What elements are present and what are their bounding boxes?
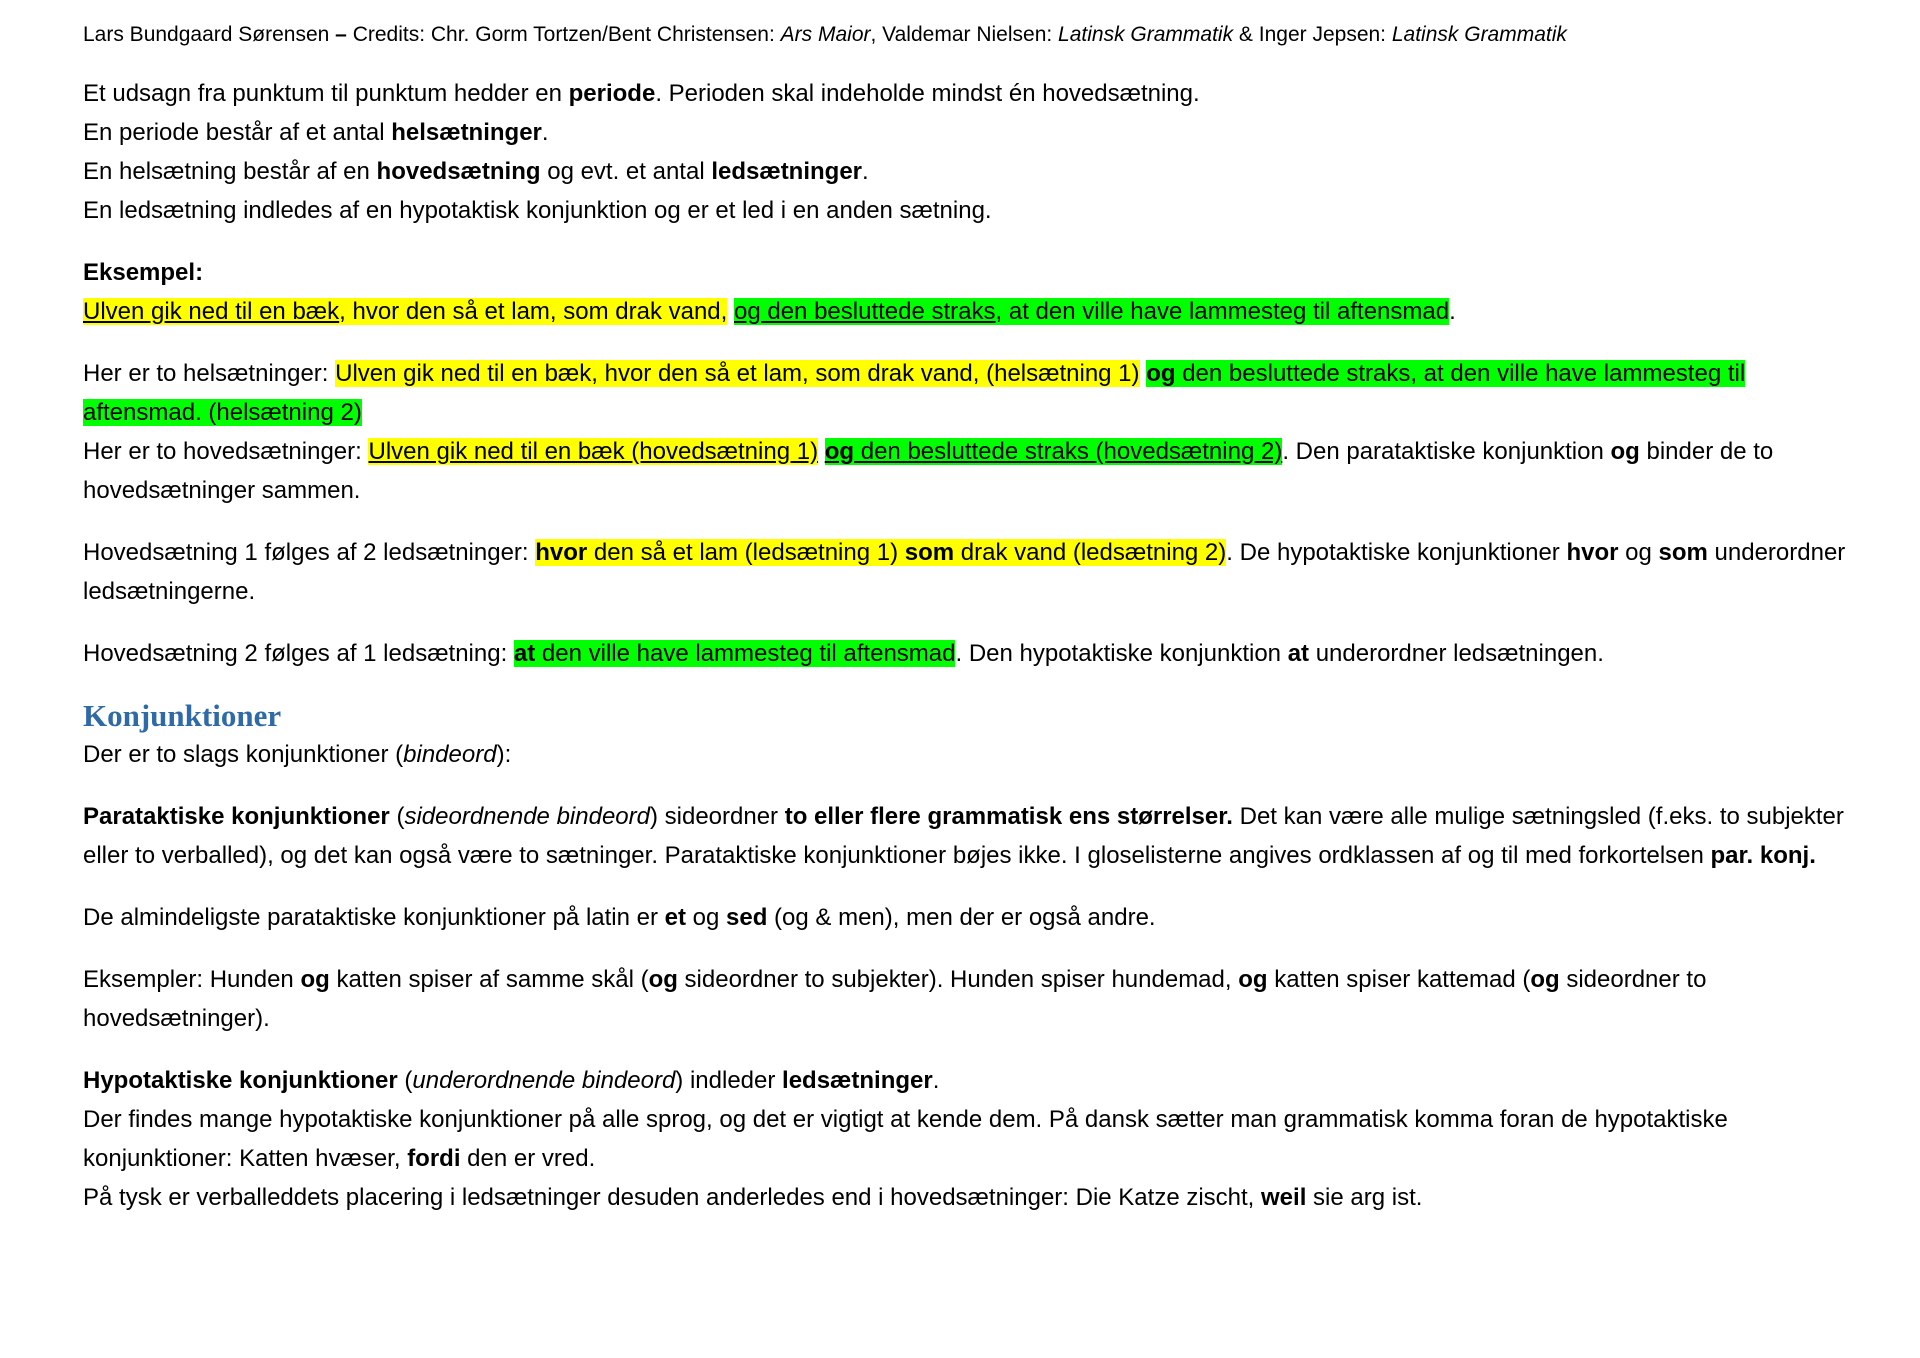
term-ledsaetninger: ledsætninger <box>782 1067 933 1094</box>
abbreviation-par-konj: par. konj. <box>1710 842 1816 869</box>
credits-source-authors: & Inger Jepsen: <box>1233 23 1392 46</box>
hovedsaetninger-paragraph <box>83 432 1853 510</box>
text: Det kan være alle mulige sætningsled (f.eks. to subjekter eller to verballed), og det kan også være to sætninger. Parataktiske konjunktioner bøjes ikke. I gloselisterne angives ordklassen af og til med forkortelsen <box>83 803 1844 869</box>
text-italic: bindeord <box>403 741 497 768</box>
highlight-yellow <box>535 539 1226 566</box>
text: underordner ledsætningerne. <box>83 539 1846 605</box>
main-clause-1: Ulven gik ned til en bæk <box>83 298 340 325</box>
text: den besluttede straks, at den ville have lammesteg til aftensmad. (helsætning 2) <box>83 360 1746 426</box>
text-bold: to eller flere grammatisk ens størrelser. <box>784 803 1233 830</box>
conjunction-hvor: hvor <box>535 539 588 566</box>
highlight-green <box>825 438 1283 465</box>
text: drak vand (ledsætning 2) <box>954 539 1227 566</box>
section-heading-konjunktioner: Konjunktioner <box>83 698 282 733</box>
danish-comma-paragraph <box>83 1100 1853 1178</box>
text: ) indleder <box>675 1067 783 1094</box>
conjunction-at: at <box>513 640 536 667</box>
text: og <box>1618 539 1659 566</box>
text: Eksempler: Hunden <box>83 966 301 993</box>
text: . De hypotaktiske konjunktioner <box>1226 539 1567 566</box>
text: og evt. et antal <box>540 158 712 185</box>
text: . Den hypotaktiske konjunktion <box>955 640 1288 667</box>
ledsaetning-1-paragraph <box>83 533 1853 611</box>
text <box>727 298 734 325</box>
text: Hovedsætning 2 følges af 1 ledsætning: <box>83 640 514 667</box>
conjunction-og: og <box>1610 438 1640 465</box>
helsaetninger-paragraph <box>83 354 1853 432</box>
sub-clause-2: , at den ville have lammesteg til aftensmad <box>995 298 1450 325</box>
intro-line <box>83 152 1853 191</box>
term-parataktiske: Parataktiske konjunktioner <box>83 803 390 830</box>
conjunction-som: som <box>1658 539 1708 566</box>
intro-line <box>83 113 1853 152</box>
sub-clauses-1: , hvor den så et lam, som drak vand, <box>339 298 728 325</box>
text: binder de to hovedsætninger sammen. <box>83 438 1774 504</box>
term-ledsaetninger: ledsætninger <box>711 158 863 185</box>
text: katten spiser kattemad ( <box>1267 966 1531 993</box>
credits-source-title: Ars Maior <box>780 23 871 46</box>
text: De almindeligste parataktiske konjunktioner på latin er <box>83 904 665 931</box>
example-section <box>83 253 1853 331</box>
term-helsaetninger: helsætninger <box>391 119 542 146</box>
text: og <box>686 904 727 931</box>
text: ) sideordner <box>649 803 785 830</box>
highlight-yellow <box>83 298 727 325</box>
text: den er vred. <box>460 1145 596 1172</box>
ledsaetning-1-section <box>83 533 1853 611</box>
text: ): <box>496 741 512 768</box>
konj-intro <box>83 735 1853 774</box>
intro-section <box>83 74 1853 230</box>
conjunction-som: som <box>904 539 955 566</box>
text: . <box>862 158 869 185</box>
text-italic: underordnende bindeord <box>412 1067 676 1094</box>
conjunction-og: og <box>300 966 330 993</box>
common-conjunctions-paragraph <box>83 898 1853 937</box>
parataktiske-paragraph <box>83 797 1853 875</box>
example-heading <box>83 253 1853 292</box>
ledsaetning-2-paragraph <box>83 634 1853 673</box>
text-italic: sideordnende bindeord <box>404 803 650 830</box>
credits-source-title: Latinsk Grammatik <box>1391 23 1567 46</box>
text: ( <box>397 1067 413 1094</box>
text: underordner ledsætningen. <box>1309 640 1604 667</box>
text: Her er to helsætninger: <box>83 360 336 387</box>
conjunction-og: og <box>1238 966 1268 993</box>
text: . Perioden skal indeholde mindst én hovedsætning. <box>655 80 1200 107</box>
credits-label: Credits: <box>352 23 426 46</box>
ledsaetning-2-section <box>83 634 1853 673</box>
highlight-yellow: Ulven gik ned til en bæk, hvor den så et lam, som drak vand, (helsætning 1) <box>335 360 1140 387</box>
credits-source-title: Latinsk Grammatik <box>1058 23 1234 46</box>
latin-et: et <box>664 904 686 931</box>
text: . <box>541 119 549 146</box>
hypotaktiske-paragraph <box>83 1061 1853 1100</box>
conjunction-og: og <box>824 438 855 465</box>
text: sie arg ist. <box>1306 1184 1423 1211</box>
conjunction-hvor: hvor <box>1566 539 1619 566</box>
main-clause-2: og den besluttede straks <box>734 298 996 325</box>
highlight-green <box>514 640 956 667</box>
document-page <box>83 18 1853 1217</box>
text: Der er to slags konjunktioner ( <box>83 741 404 768</box>
text: katten spiser af samme skål ( <box>329 966 649 993</box>
text: ( <box>389 803 405 830</box>
text <box>818 438 825 465</box>
text: En periode består af et antal <box>83 119 392 146</box>
text: den besluttede straks (hovedsætning 2) <box>854 438 1283 465</box>
conjunction-og: og <box>648 966 678 993</box>
text: . <box>932 1067 940 1094</box>
highlight-yellow: Ulven gik ned til en bæk (hovedsætning 1) <box>368 438 819 465</box>
text: Hovedsætning 1 følges af 2 ledsætninger: <box>83 539 536 566</box>
text: Et udsagn fra punktum til punktum hedder en <box>83 80 569 107</box>
term-hovedsaetning: hovedsætning <box>376 158 541 185</box>
credits-dash: – <box>329 23 353 46</box>
text: . <box>1449 298 1456 325</box>
conjunction-og: og <box>1530 966 1560 993</box>
text: sideordner to hovedsætninger). <box>83 966 1707 1032</box>
intro-line: En ledsætning indledes af en hypotaktisk konjunktion og er et led i en anden sætning. <box>83 197 992 224</box>
conjunction-fordi: fordi <box>407 1145 461 1172</box>
analysis-section <box>83 354 1853 510</box>
conjunction-weil: weil <box>1261 1184 1307 1211</box>
credits-source-authors: , Valdemar Nielsen: <box>870 23 1059 46</box>
text: sideordner to subjekter). Hunden spiser hundemad, <box>677 966 1239 993</box>
highlight-green <box>734 298 1449 325</box>
text: den så et lam (ledsætning 1) <box>587 539 905 566</box>
conjunction-og: og <box>1146 360 1176 387</box>
credits-source-authors: Chr. Gorm Tortzen/Bent Christensen: <box>425 23 781 46</box>
example-sentence <box>83 292 1853 331</box>
text: den ville have lammesteg til aftensmad <box>535 640 956 667</box>
text: På tysk er verballeddets placering i ledsætninger desuden anderledes end i hovedsætninger: Die Katze zischt, <box>83 1184 1262 1211</box>
text: En helsætning består af en <box>83 158 377 185</box>
conjunction-at: at <box>1287 640 1310 667</box>
text: Her er to hovedsætninger: <box>83 438 369 465</box>
german-paragraph <box>83 1178 1853 1217</box>
latin-sed: sed <box>726 904 768 931</box>
term-hypotaktiske: Hypotaktiske konjunktioner <box>83 1067 398 1094</box>
intro-line <box>83 74 1853 113</box>
example-heading-text: Eksempel: <box>83 259 204 286</box>
text: . Den parataktiske konjunktion <box>1282 438 1611 465</box>
hypotaktiske-section <box>83 1061 1853 1217</box>
credits-line <box>83 18 1853 52</box>
text: (og & men), men der er også andre. <box>767 904 1156 931</box>
author-name: Lars Bundgaard Sørensen <box>83 23 330 46</box>
term-periode: periode <box>568 80 656 107</box>
text: Der findes mange hypotaktiske konjunktioner på alle sprog, og det er vigtigt at kende dem. På dansk sætter man grammatisk komma foran de hypotaktiske konjunktioner: Katten hvæser, <box>83 1106 1728 1172</box>
examples-paragraph <box>83 960 1853 1038</box>
